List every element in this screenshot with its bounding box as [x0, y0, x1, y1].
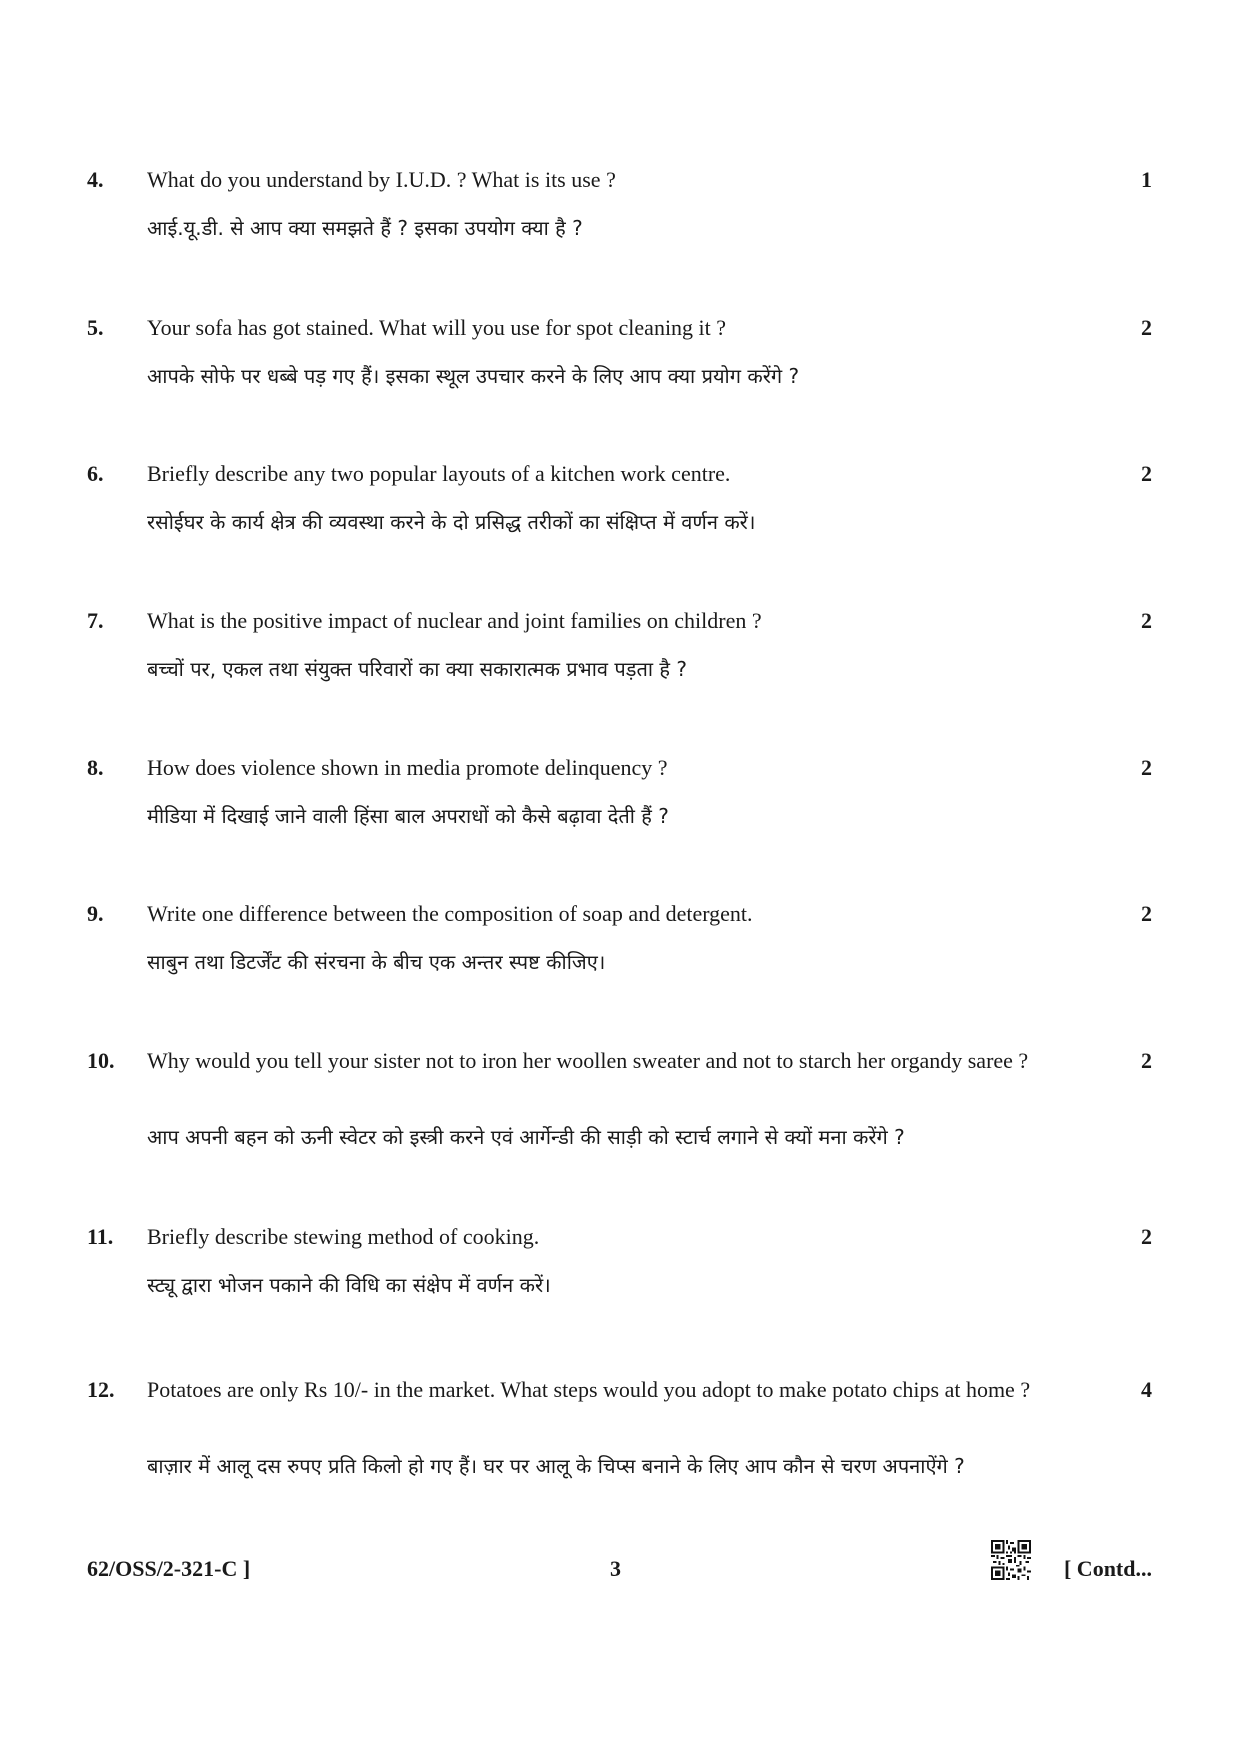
question-text-hindi: मीडिया में दिखाई जाने वाली हिंसा बाल अपराधों को कैसे बढ़ावा देती हैं ? — [147, 804, 669, 828]
question-marks: 2 — [1141, 1048, 1152, 1073]
question-number: 9. — [87, 901, 104, 926]
paper-code: 62/OSS/2-321-C ] — [87, 1556, 251, 1581]
question-text-english: Briefly describe stewing method of cooking. — [147, 1224, 540, 1249]
question-text-hindi: बाज़ार में आलू दस रुपए प्रति किलो हो गए हैं। घर पर आलू के चिप्स बनाने के लिए आप कौन से चरण अपनाऐंगे ? — [147, 1454, 965, 1478]
question-text-english: Potatoes are only Rs 10/- in the market. What steps would you adopt to make potato chips at home ? — [147, 1377, 1031, 1402]
question-marks: 2 — [1141, 901, 1152, 926]
question-marks: 1 — [1141, 167, 1152, 192]
question-text-english: What do you understand by I.U.D. ? What is its use ? — [147, 167, 616, 192]
question-text-english: Your sofa has got stained. What will you use for spot cleaning it ? — [147, 315, 727, 340]
question-number: 5. — [87, 315, 104, 340]
question-marks: 2 — [1141, 608, 1152, 633]
question-text-hindi: आई.यू.डी. से आप क्या समझते हैं ? इसका उपयोग क्या है ? — [147, 216, 583, 240]
question-marks: 2 — [1141, 461, 1152, 486]
question-marks: 2 — [1141, 315, 1152, 340]
question-text-english: Briefly describe any two popular layouts of a kitchen work centre. — [147, 461, 731, 486]
question-text-hindi: साबुन तथा डिटर्जेंट की संरचना के बीच एक अन्तर स्पष्ट कीजिए। — [147, 950, 606, 974]
question-text-english: Why would you tell your sister not to iron her woollen sweater and not to starch her organdy saree ? — [147, 1048, 1029, 1073]
question-text-hindi: स्ट्यू द्वारा भोजन पकाने की विधि का संक्षेप में वर्णन करें। — [147, 1273, 551, 1297]
question-marks: 2 — [1141, 755, 1152, 780]
question-number: 4. — [87, 167, 104, 192]
question-text-hindi: आप अपनी बहन को ऊनी स्वेटर को इस्त्री करने एवं आर्गेन्डी की साड़ी को स्टार्च लगाने से क्यों मना करेंगे ? — [147, 1125, 905, 1149]
question-number: 10. — [87, 1048, 115, 1073]
question-number: 7. — [87, 608, 104, 633]
continued-label: [ Contd... — [1063, 1556, 1152, 1581]
question-marks: 2 — [1141, 1224, 1152, 1249]
qr-code-icon — [991, 1540, 1031, 1580]
question-number: 6. — [87, 461, 104, 486]
question-text-english: What is the positive impact of nuclear and joint families on children ? — [147, 608, 762, 633]
question-marks: 4 — [1141, 1377, 1152, 1402]
question-number: 12. — [87, 1377, 115, 1402]
question-text-english: Write one difference between the composition of soap and detergent. — [147, 901, 753, 926]
question-text-hindi: रसोईघर के कार्य क्षेत्र की व्यवस्था करने के दो प्रसिद्ध तरीकों का संक्षिप्त में वर्णन करें। — [147, 510, 756, 534]
question-number: 11. — [87, 1224, 114, 1249]
question-number: 8. — [87, 755, 104, 780]
question-text-hindi: बच्चों पर, एकल तथा संयुक्त परिवारों का क्या सकारात्मक प्रभाव पड़ता है ? — [147, 657, 687, 681]
question-text-hindi: आपके सोफे पर धब्बे पड़ गए हैं। इसका स्थूल उपचार करने के लिए आप क्या प्रयोग करेंगे ? — [147, 364, 800, 388]
page-number: 3 — [610, 1556, 621, 1581]
question-text-english: How does violence shown in media promote delinquency ? — [147, 755, 668, 780]
